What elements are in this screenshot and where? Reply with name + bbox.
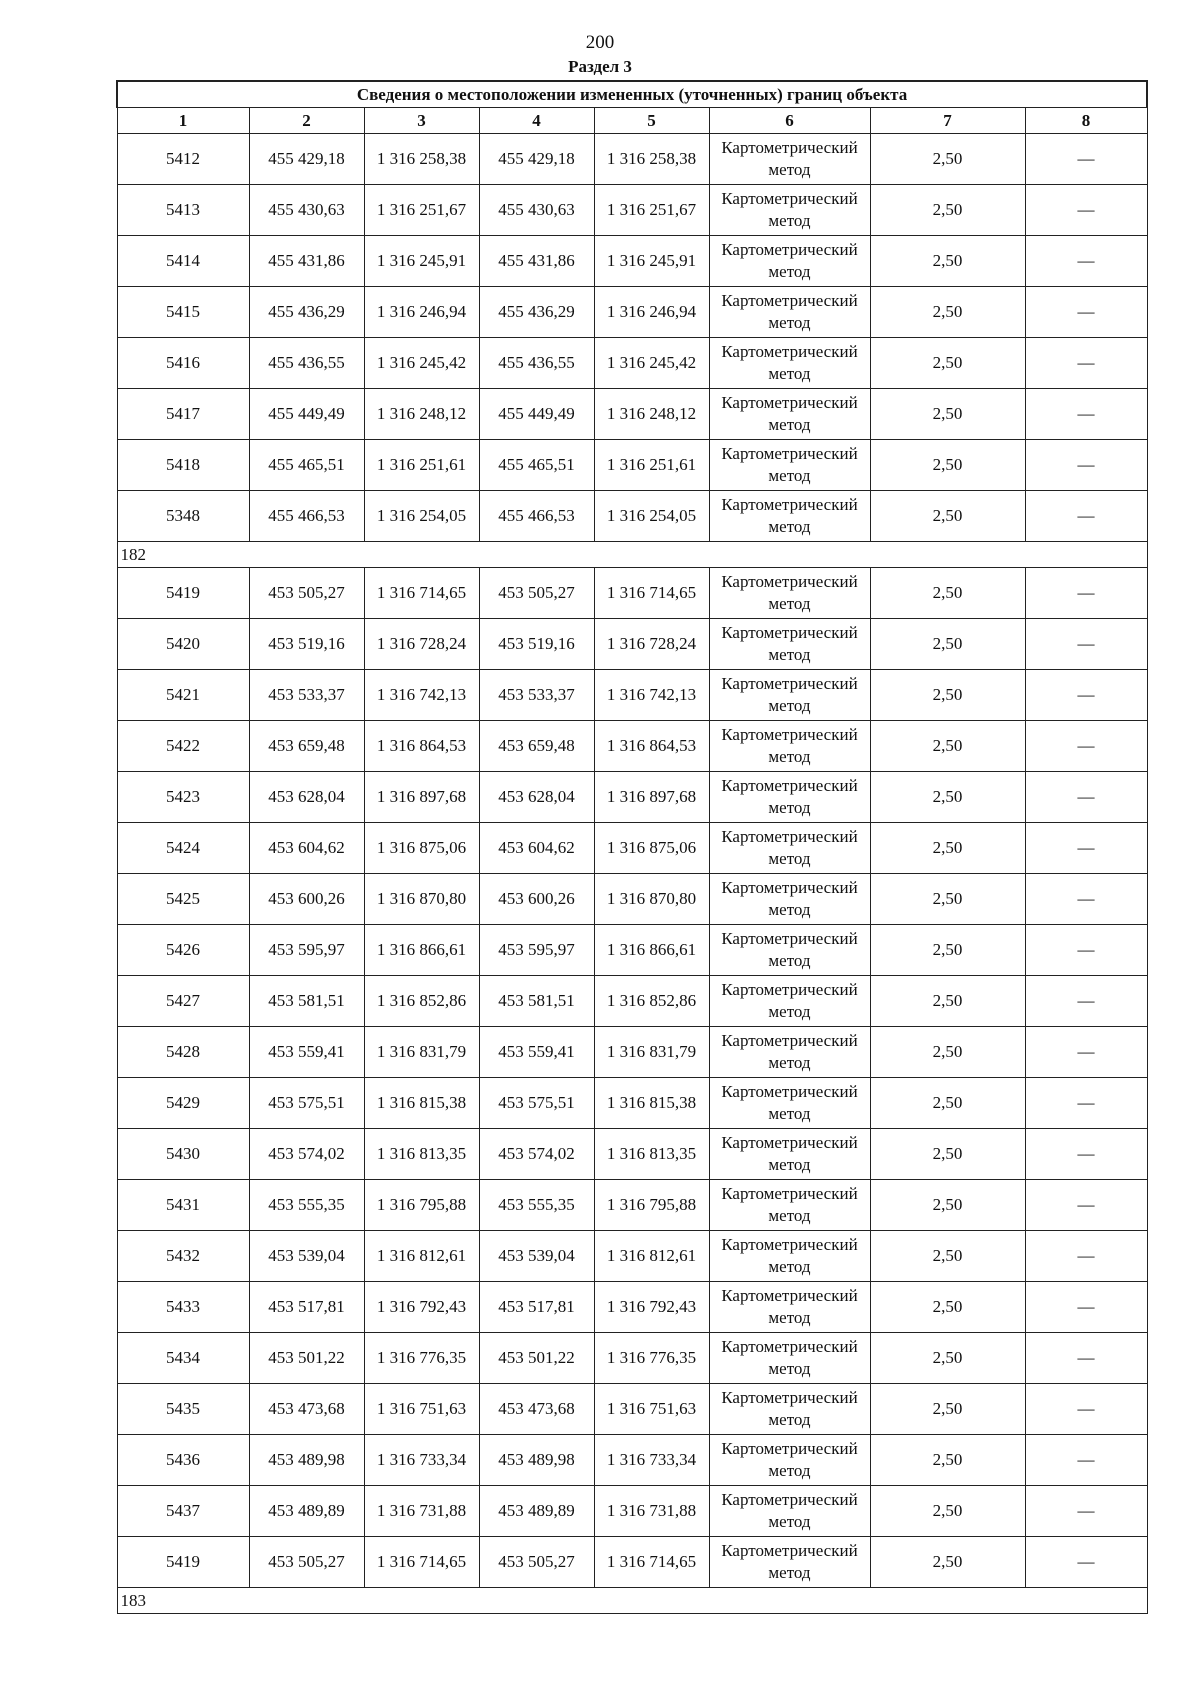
x-new: 455 436,29 <box>479 287 594 338</box>
x-existing: 453 517,81 <box>249 1282 364 1333</box>
method: Картометрический метод <box>709 134 870 185</box>
accuracy: 2,50 <box>870 287 1025 338</box>
y-new: 1 316 813,35 <box>594 1129 709 1180</box>
point-number: 5422 <box>117 721 249 772</box>
y-new: 1 316 248,12 <box>594 389 709 440</box>
y-existing: 1 316 714,65 <box>364 1537 479 1588</box>
x-new: 453 533,37 <box>479 670 594 721</box>
x-existing: 453 519,16 <box>249 619 364 670</box>
accuracy: 2,50 <box>870 1333 1025 1384</box>
y-existing: 1 316 251,67 <box>364 185 479 236</box>
accuracy: 2,50 <box>870 491 1025 542</box>
accuracy: 2,50 <box>870 134 1025 185</box>
description: — <box>1025 389 1147 440</box>
x-new: 453 501,22 <box>479 1333 594 1384</box>
y-new: 1 316 714,65 <box>594 1537 709 1588</box>
point-number: 5413 <box>117 185 249 236</box>
y-existing: 1 316 812,61 <box>364 1231 479 1282</box>
x-new: 453 575,51 <box>479 1078 594 1129</box>
method: Картометрический метод <box>709 1384 870 1435</box>
y-new: 1 316 714,65 <box>594 568 709 619</box>
x-existing: 453 659,48 <box>249 721 364 772</box>
point-number: 5433 <box>117 1282 249 1333</box>
x-new: 453 473,68 <box>479 1384 594 1435</box>
coordinates-table <box>116 80 1148 1614</box>
accuracy: 2,50 <box>870 440 1025 491</box>
point-number: 5435 <box>117 1384 249 1435</box>
point-number: 5432 <box>117 1231 249 1282</box>
x-existing: 453 559,41 <box>249 1027 364 1078</box>
accuracy: 2,50 <box>870 1078 1025 1129</box>
accuracy: 2,50 <box>870 1129 1025 1180</box>
x-new: 453 581,51 <box>479 976 594 1027</box>
point-number: 5423 <box>117 772 249 823</box>
y-new: 1 316 866,61 <box>594 925 709 976</box>
description: — <box>1025 134 1147 185</box>
x-existing: 455 436,29 <box>249 287 364 338</box>
x-existing: 455 430,63 <box>249 185 364 236</box>
accuracy: 2,50 <box>870 1384 1025 1435</box>
x-new: 453 628,04 <box>479 772 594 823</box>
table-row <box>117 1435 1147 1486</box>
x-existing: 455 465,51 <box>249 440 364 491</box>
y-existing: 1 316 254,05 <box>364 491 479 542</box>
x-existing: 455 436,55 <box>249 338 364 389</box>
description: — <box>1025 1027 1147 1078</box>
column-number: 7 <box>870 108 1025 134</box>
method: Картометрический метод <box>709 1333 870 1384</box>
x-existing: 455 431,86 <box>249 236 364 287</box>
x-existing: 453 575,51 <box>249 1078 364 1129</box>
method: Картометрический метод <box>709 1435 870 1486</box>
y-existing: 1 316 776,35 <box>364 1333 479 1384</box>
y-existing: 1 316 831,79 <box>364 1027 479 1078</box>
x-existing: 453 555,35 <box>249 1180 364 1231</box>
x-new: 453 595,97 <box>479 925 594 976</box>
method: Картометрический метод <box>709 185 870 236</box>
table-row <box>117 1282 1147 1333</box>
y-existing: 1 316 731,88 <box>364 1486 479 1537</box>
column-number: 2 <box>249 108 364 134</box>
y-new: 1 316 831,79 <box>594 1027 709 1078</box>
table-caption: Сведения о местоположении измененных (уточненных) границ объекта <box>117 81 1147 108</box>
point-number: 5430 <box>117 1129 249 1180</box>
description: — <box>1025 185 1147 236</box>
y-new: 1 316 776,35 <box>594 1333 709 1384</box>
y-existing: 1 316 246,94 <box>364 287 479 338</box>
x-new: 455 429,18 <box>479 134 594 185</box>
y-new: 1 316 795,88 <box>594 1180 709 1231</box>
point-number: 5416 <box>117 338 249 389</box>
method: Картометрический метод <box>709 721 870 772</box>
point-number: 5427 <box>117 976 249 1027</box>
point-number: 5417 <box>117 389 249 440</box>
table-row <box>117 389 1147 440</box>
column-number: 4 <box>479 108 594 134</box>
x-new: 455 465,51 <box>479 440 594 491</box>
y-new: 1 316 251,61 <box>594 440 709 491</box>
y-new: 1 316 254,05 <box>594 491 709 542</box>
table-row <box>117 823 1147 874</box>
description: — <box>1025 1129 1147 1180</box>
y-new: 1 316 852,86 <box>594 976 709 1027</box>
y-new: 1 316 245,91 <box>594 236 709 287</box>
accuracy: 2,50 <box>870 389 1025 440</box>
accuracy: 2,50 <box>870 185 1025 236</box>
method: Картометрический метод <box>709 1027 870 1078</box>
method: Картометрический метод <box>709 1129 870 1180</box>
y-existing: 1 316 245,91 <box>364 236 479 287</box>
description: — <box>1025 1537 1147 1588</box>
table-row <box>117 338 1147 389</box>
point-number: 5424 <box>117 823 249 874</box>
accuracy: 2,50 <box>870 568 1025 619</box>
y-existing: 1 316 792,43 <box>364 1282 479 1333</box>
x-new: 453 600,26 <box>479 874 594 925</box>
section-title: Раздел 3 <box>568 57 632 76</box>
x-new: 455 449,49 <box>479 389 594 440</box>
description: — <box>1025 721 1147 772</box>
table-body <box>117 81 1147 1614</box>
y-new: 1 316 246,94 <box>594 287 709 338</box>
table-row <box>117 619 1147 670</box>
x-new: 453 659,48 <box>479 721 594 772</box>
y-existing: 1 316 815,38 <box>364 1078 479 1129</box>
y-new: 1 316 812,61 <box>594 1231 709 1282</box>
y-existing: 1 316 251,61 <box>364 440 479 491</box>
method: Картометрический метод <box>709 287 870 338</box>
table-row <box>117 568 1147 619</box>
y-existing: 1 316 875,06 <box>364 823 479 874</box>
y-new: 1 316 251,67 <box>594 185 709 236</box>
accuracy: 2,50 <box>870 338 1025 389</box>
x-existing: 453 574,02 <box>249 1129 364 1180</box>
x-new: 453 559,41 <box>479 1027 594 1078</box>
method: Картометрический метод <box>709 1537 870 1588</box>
x-new: 453 505,27 <box>479 568 594 619</box>
x-existing: 453 505,27 <box>249 568 364 619</box>
description: — <box>1025 491 1147 542</box>
accuracy: 2,50 <box>870 1282 1025 1333</box>
point-number: 5348 <box>117 491 249 542</box>
table-row <box>117 1537 1147 1588</box>
method: Картометрический метод <box>709 338 870 389</box>
y-new: 1 316 875,06 <box>594 823 709 874</box>
x-new: 453 505,27 <box>479 1537 594 1588</box>
point-number: 5428 <box>117 1027 249 1078</box>
description: — <box>1025 440 1147 491</box>
contour-number: 182 <box>117 542 1147 568</box>
point-number: 5420 <box>117 619 249 670</box>
table-row <box>117 772 1147 823</box>
x-new: 453 489,98 <box>479 1435 594 1486</box>
description: — <box>1025 976 1147 1027</box>
y-existing: 1 316 245,42 <box>364 338 479 389</box>
description: — <box>1025 772 1147 823</box>
y-new: 1 316 870,80 <box>594 874 709 925</box>
x-existing: 453 604,62 <box>249 823 364 874</box>
description: — <box>1025 925 1147 976</box>
y-new: 1 316 731,88 <box>594 1486 709 1537</box>
accuracy: 2,50 <box>870 721 1025 772</box>
table-row <box>117 1129 1147 1180</box>
accuracy: 2,50 <box>870 670 1025 721</box>
x-existing: 453 489,98 <box>249 1435 364 1486</box>
table-row <box>117 721 1147 772</box>
x-existing: 453 595,97 <box>249 925 364 976</box>
x-existing: 453 501,22 <box>249 1333 364 1384</box>
x-new: 453 604,62 <box>479 823 594 874</box>
y-new: 1 316 792,43 <box>594 1282 709 1333</box>
table-row <box>117 925 1147 976</box>
x-new: 453 517,81 <box>479 1282 594 1333</box>
y-new: 1 316 258,38 <box>594 134 709 185</box>
description: — <box>1025 619 1147 670</box>
method: Картометрический метод <box>709 568 870 619</box>
x-new: 455 436,55 <box>479 338 594 389</box>
accuracy: 2,50 <box>870 925 1025 976</box>
y-new: 1 316 728,24 <box>594 619 709 670</box>
column-number-row <box>117 108 1147 134</box>
x-new: 453 489,89 <box>479 1486 594 1537</box>
column-number: 6 <box>709 108 870 134</box>
point-number: 5419 <box>117 568 249 619</box>
description: — <box>1025 338 1147 389</box>
method: Картометрический метод <box>709 389 870 440</box>
table-caption-row <box>117 81 1147 108</box>
point-number: 5414 <box>117 236 249 287</box>
point-number: 5415 <box>117 287 249 338</box>
table-row <box>117 236 1147 287</box>
description: — <box>1025 1282 1147 1333</box>
y-new: 1 316 245,42 <box>594 338 709 389</box>
table-row <box>117 1486 1147 1537</box>
x-existing: 453 505,27 <box>249 1537 364 1588</box>
method: Картометрический метод <box>709 925 870 976</box>
y-existing: 1 316 864,53 <box>364 721 479 772</box>
description: — <box>1025 1231 1147 1282</box>
x-existing: 453 473,68 <box>249 1384 364 1435</box>
y-existing: 1 316 897,68 <box>364 772 479 823</box>
contour-number: 183 <box>117 1588 1147 1614</box>
contour-row <box>117 542 1147 568</box>
y-new: 1 316 742,13 <box>594 670 709 721</box>
y-existing: 1 316 733,34 <box>364 1435 479 1486</box>
table-row <box>117 440 1147 491</box>
accuracy: 2,50 <box>870 976 1025 1027</box>
table-row <box>117 976 1147 1027</box>
method: Картометрический метод <box>709 440 870 491</box>
point-number: 5412 <box>117 134 249 185</box>
contour-row <box>117 1588 1147 1614</box>
accuracy: 2,50 <box>870 236 1025 287</box>
description: — <box>1025 1486 1147 1537</box>
method: Картометрический метод <box>709 976 870 1027</box>
table-row <box>117 287 1147 338</box>
description: — <box>1025 287 1147 338</box>
x-existing: 453 539,04 <box>249 1231 364 1282</box>
x-new: 453 539,04 <box>479 1231 594 1282</box>
point-number: 5429 <box>117 1078 249 1129</box>
y-existing: 1 316 852,86 <box>364 976 479 1027</box>
method: Картометрический метод <box>709 1078 870 1129</box>
y-new: 1 316 864,53 <box>594 721 709 772</box>
x-new: 455 431,86 <box>479 236 594 287</box>
accuracy: 2,50 <box>870 1435 1025 1486</box>
method: Картометрический метод <box>709 1180 870 1231</box>
table-row <box>117 185 1147 236</box>
x-existing: 453 533,37 <box>249 670 364 721</box>
description: — <box>1025 236 1147 287</box>
table-row <box>117 1231 1147 1282</box>
method: Картометрический метод <box>709 874 870 925</box>
x-existing: 455 466,53 <box>249 491 364 542</box>
point-number: 5426 <box>117 925 249 976</box>
method: Картометрический метод <box>709 236 870 287</box>
description: — <box>1025 1333 1147 1384</box>
column-number: 8 <box>1025 108 1147 134</box>
accuracy: 2,50 <box>870 619 1025 670</box>
table-row <box>117 1180 1147 1231</box>
point-number: 5419 <box>117 1537 249 1588</box>
y-existing: 1 316 258,38 <box>364 134 479 185</box>
x-new: 455 466,53 <box>479 491 594 542</box>
x-existing: 453 581,51 <box>249 976 364 1027</box>
description: — <box>1025 568 1147 619</box>
accuracy: 2,50 <box>870 1486 1025 1537</box>
x-existing: 453 600,26 <box>249 874 364 925</box>
description: — <box>1025 670 1147 721</box>
description: — <box>1025 823 1147 874</box>
point-number: 5434 <box>117 1333 249 1384</box>
accuracy: 2,50 <box>870 874 1025 925</box>
description: — <box>1025 874 1147 925</box>
method: Картометрический метод <box>709 1486 870 1537</box>
method: Картометрический метод <box>709 670 870 721</box>
column-number: 3 <box>364 108 479 134</box>
point-number: 5421 <box>117 670 249 721</box>
point-number: 5437 <box>117 1486 249 1537</box>
page-number: 200 <box>585 32 615 53</box>
table-row <box>117 874 1147 925</box>
method: Картометрический метод <box>709 1231 870 1282</box>
method: Картометрический метод <box>709 1282 870 1333</box>
y-existing: 1 316 248,12 <box>364 389 479 440</box>
accuracy: 2,50 <box>870 823 1025 874</box>
x-new: 453 519,16 <box>479 619 594 670</box>
table-row <box>117 491 1147 542</box>
point-number: 5436 <box>117 1435 249 1486</box>
accuracy: 2,50 <box>870 772 1025 823</box>
table-row <box>117 1078 1147 1129</box>
y-existing: 1 316 714,65 <box>364 568 479 619</box>
y-existing: 1 316 728,24 <box>364 619 479 670</box>
method: Картометрический метод <box>709 772 870 823</box>
table-row <box>117 1384 1147 1435</box>
x-existing: 453 489,89 <box>249 1486 364 1537</box>
column-number: 1 <box>117 108 249 134</box>
y-existing: 1 316 795,88 <box>364 1180 479 1231</box>
point-number: 5425 <box>117 874 249 925</box>
y-existing: 1 316 751,63 <box>364 1384 479 1435</box>
description: — <box>1025 1078 1147 1129</box>
method: Картометрический метод <box>709 491 870 542</box>
accuracy: 2,50 <box>870 1231 1025 1282</box>
y-new: 1 316 815,38 <box>594 1078 709 1129</box>
x-new: 455 430,63 <box>479 185 594 236</box>
method: Картометрический метод <box>709 619 870 670</box>
point-number: 5418 <box>117 440 249 491</box>
point-number: 5431 <box>117 1180 249 1231</box>
y-existing: 1 316 742,13 <box>364 670 479 721</box>
y-new: 1 316 751,63 <box>594 1384 709 1435</box>
x-existing: 455 429,18 <box>249 134 364 185</box>
table-row <box>117 134 1147 185</box>
description: — <box>1025 1384 1147 1435</box>
x-new: 453 555,35 <box>479 1180 594 1231</box>
x-new: 453 574,02 <box>479 1129 594 1180</box>
description: — <box>1025 1435 1147 1486</box>
accuracy: 2,50 <box>870 1537 1025 1588</box>
table-row <box>117 1027 1147 1078</box>
table-row <box>117 670 1147 721</box>
y-existing: 1 316 870,80 <box>364 874 479 925</box>
y-existing: 1 316 866,61 <box>364 925 479 976</box>
description: — <box>1025 1180 1147 1231</box>
y-existing: 1 316 813,35 <box>364 1129 479 1180</box>
x-existing: 455 449,49 <box>249 389 364 440</box>
y-new: 1 316 897,68 <box>594 772 709 823</box>
method: Картометрический метод <box>709 823 870 874</box>
column-number: 5 <box>594 108 709 134</box>
y-new: 1 316 733,34 <box>594 1435 709 1486</box>
accuracy: 2,50 <box>870 1180 1025 1231</box>
accuracy: 2,50 <box>870 1027 1025 1078</box>
table-row <box>117 1333 1147 1384</box>
x-existing: 453 628,04 <box>249 772 364 823</box>
